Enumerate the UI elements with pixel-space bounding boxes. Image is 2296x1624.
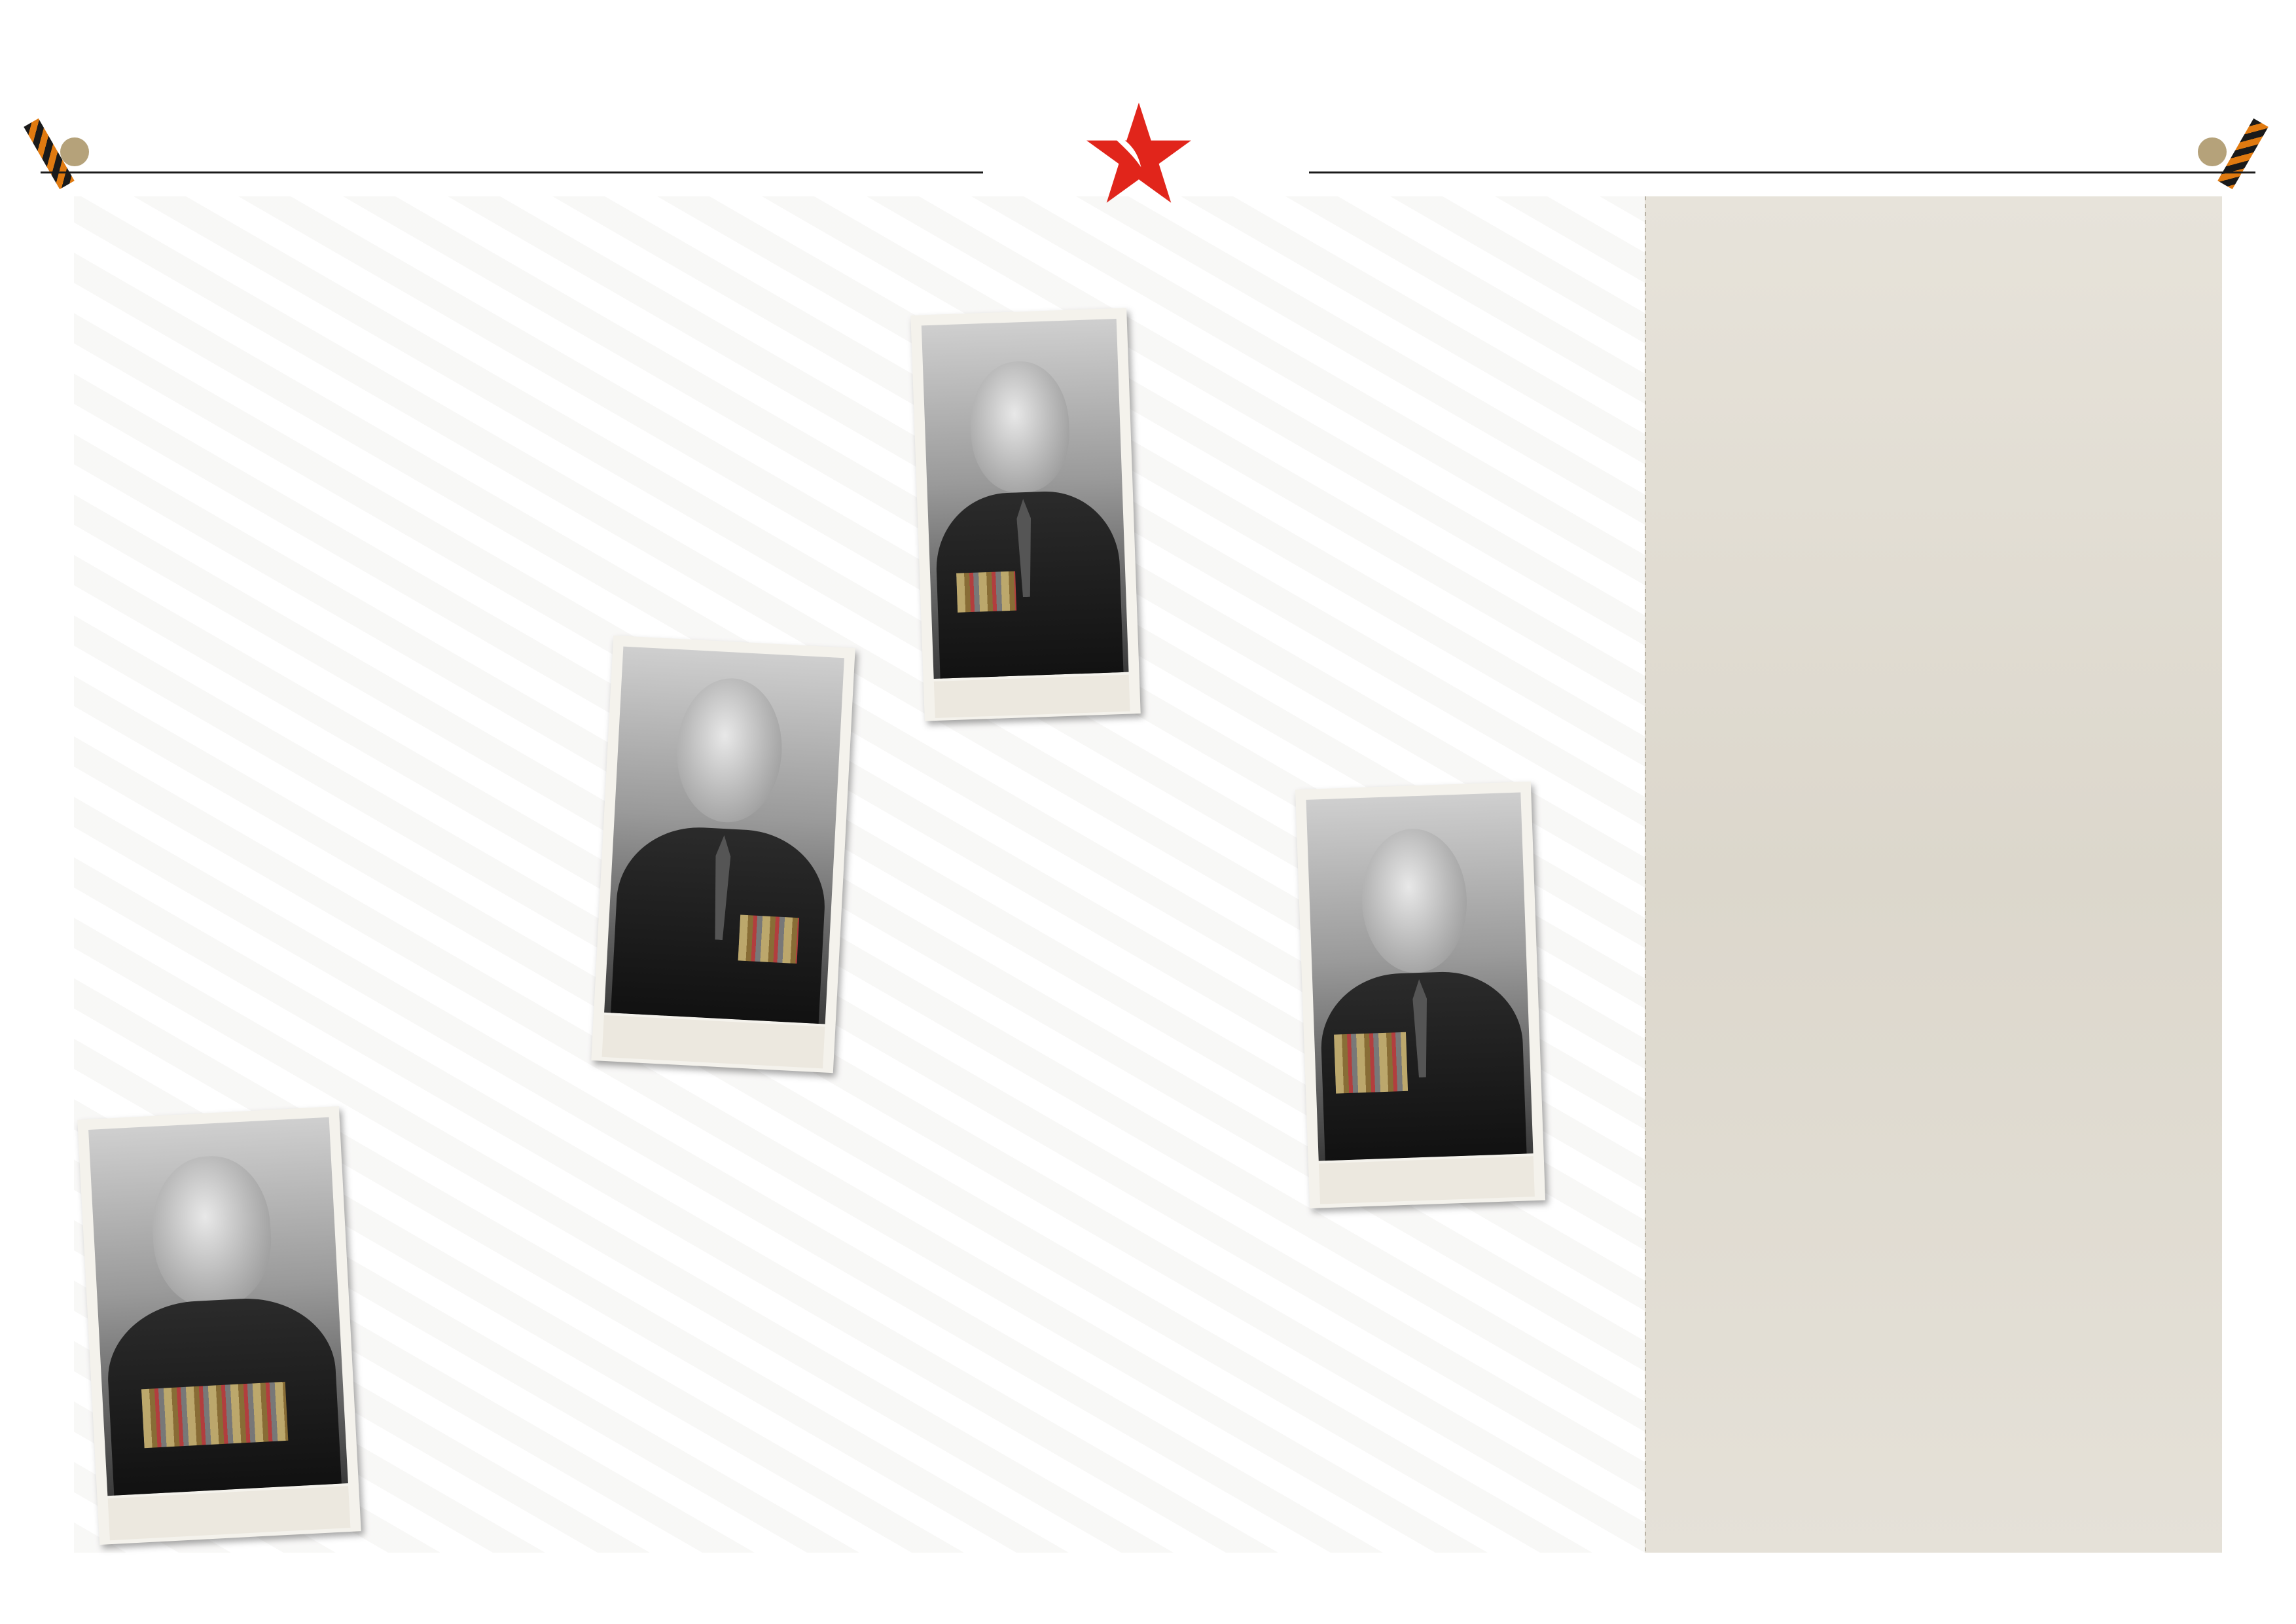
photo-card-yakushkin (910, 308, 1140, 721)
header-rule-right (1309, 171, 2255, 173)
photo-card-zhivaikin (77, 1106, 361, 1545)
photo-caption (108, 1486, 351, 1540)
portrait-photo (1306, 792, 1533, 1161)
photo-caption (934, 675, 1130, 718)
portrait-photo (922, 319, 1129, 679)
red-star-icon (1083, 98, 1194, 209)
portrait-grid-bottom (1676, 1139, 2212, 1545)
page-number-right (2198, 137, 2227, 166)
photo-caption (1319, 1156, 1535, 1204)
portrait-photo (604, 647, 844, 1024)
photo-card-ivanov (591, 636, 855, 1073)
photo-card-shakurov (1295, 782, 1545, 1208)
page-number-left (60, 137, 89, 166)
column-divider (1645, 196, 1646, 1553)
portrait-photo (88, 1117, 348, 1496)
portrait-grid-top (1676, 216, 2212, 609)
poem (1695, 622, 1970, 627)
portrait-column-side (2036, 661, 2206, 1119)
photo-caption (602, 1015, 825, 1069)
header-rule-left (41, 171, 983, 173)
